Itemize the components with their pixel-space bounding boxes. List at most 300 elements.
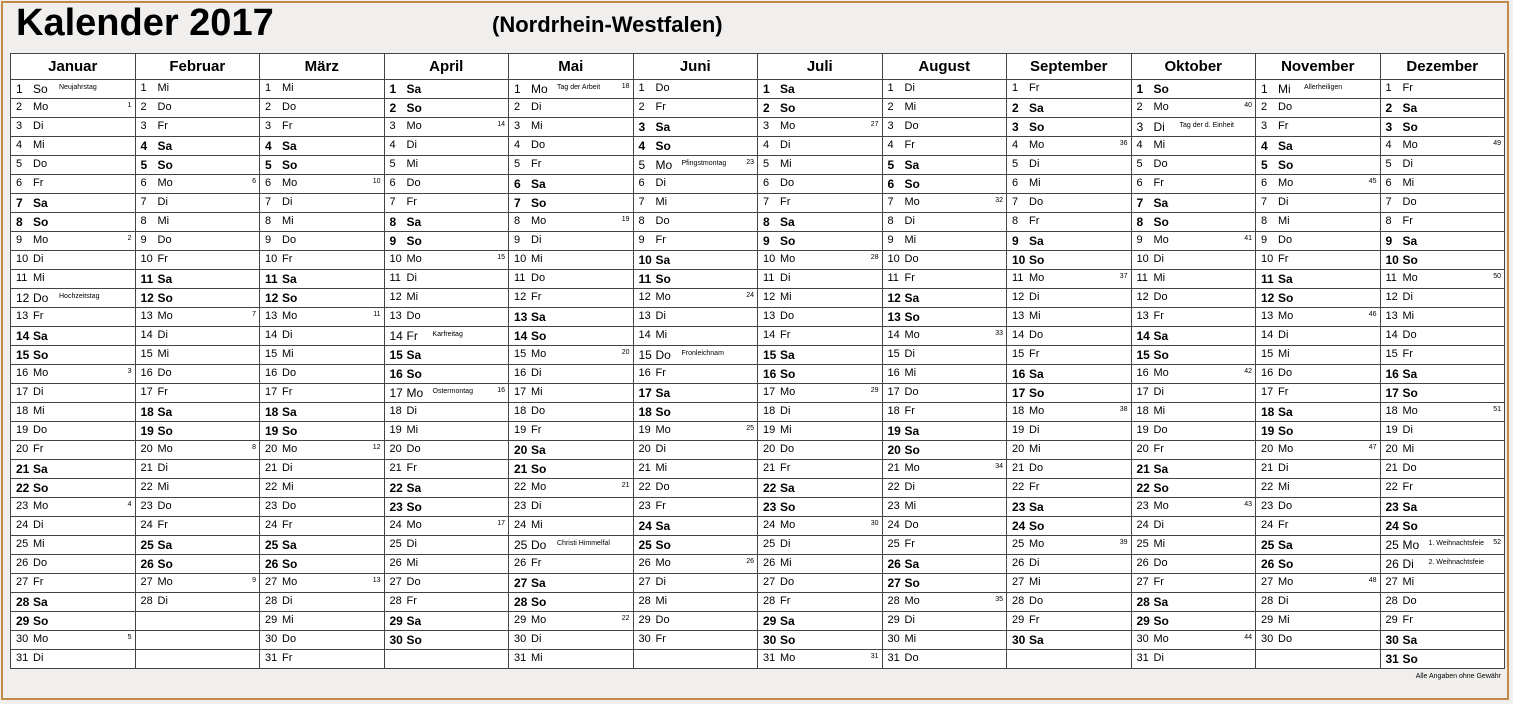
day-cell	[11, 194, 136, 213]
day-cell	[1380, 631, 1505, 650]
week-number: 14	[497, 121, 505, 128]
day-cell	[1256, 270, 1381, 289]
day-number: 20	[1385, 443, 1398, 455]
weekday-label: So	[33, 82, 48, 96]
day-cell	[11, 536, 136, 555]
day-cell	[509, 631, 634, 650]
weekday-label: Mi	[1029, 177, 1041, 189]
day-number: 15	[887, 348, 900, 360]
weekday-label: Mi	[1402, 310, 1415, 322]
day-number: 1	[389, 82, 397, 96]
day-cell	[509, 555, 634, 574]
day-number: 21	[1385, 462, 1398, 474]
day-cell	[633, 175, 758, 194]
day-number: 17	[1136, 386, 1149, 398]
day-number: 10	[1261, 253, 1274, 265]
day-cell	[11, 175, 136, 194]
day-row	[11, 289, 1505, 308]
day-number: 25	[389, 538, 402, 550]
day-cell	[1131, 118, 1256, 137]
day-cell	[882, 403, 1007, 422]
day-number: 23	[1012, 500, 1026, 514]
weekday-label: Mo	[406, 519, 422, 531]
weekday-label: Fr	[531, 158, 542, 170]
weekday-label: Do	[33, 557, 48, 569]
day-cell	[384, 308, 509, 327]
weekday-label: Di	[157, 595, 168, 607]
day-number: 26	[1385, 557, 1399, 571]
weekday-label: Sa	[1153, 196, 1169, 210]
day-cell	[11, 118, 136, 137]
weekday-label: Di	[157, 462, 168, 474]
day-number: 27	[265, 576, 278, 588]
day-cell	[1007, 194, 1132, 213]
day-number: 17	[1012, 386, 1026, 400]
day-number: 7	[16, 196, 23, 210]
weekday-label: Fr	[1153, 310, 1164, 322]
weekday-label: Mi	[780, 424, 792, 436]
day-number: 13	[1261, 310, 1274, 322]
day-cell	[1380, 137, 1505, 156]
week-number: 36	[1119, 140, 1128, 147]
weekday-label: So	[1029, 519, 1045, 533]
day-cell	[1131, 365, 1256, 384]
day-cell	[384, 631, 509, 650]
day-cell	[633, 308, 758, 327]
day-number: 2	[887, 101, 894, 113]
day-number: 8	[1136, 215, 1144, 229]
day-cell	[260, 365, 385, 384]
day-cell	[384, 479, 509, 498]
day-cell	[135, 251, 260, 270]
weekday-label: Di	[1029, 557, 1040, 569]
day-number: 13	[763, 310, 776, 322]
week-number: 23	[746, 159, 754, 166]
weekday-label: So	[282, 424, 298, 438]
day-cell	[1007, 403, 1132, 422]
weekday-label: So	[282, 291, 298, 305]
day-cell	[509, 650, 634, 669]
day-cell	[633, 631, 758, 650]
day-number: 19	[1385, 424, 1398, 436]
day-number: 22	[1261, 481, 1274, 493]
weekday-label: Fr	[157, 120, 168, 132]
day-number: 12	[265, 291, 279, 305]
day-cell	[260, 650, 385, 669]
weekday-label: Mo	[33, 500, 49, 512]
weekday-label: Do	[157, 367, 172, 379]
day-cell	[633, 270, 758, 289]
day-cell	[882, 498, 1007, 517]
day-cell	[1256, 213, 1381, 232]
week-number: 19	[621, 216, 630, 223]
day-cell	[758, 498, 883, 517]
day-cell	[1256, 137, 1381, 156]
day-cell	[758, 99, 883, 118]
holiday-name: Pfingstmontag	[681, 160, 727, 167]
day-cell	[1380, 118, 1505, 137]
day-cell	[882, 536, 1007, 555]
day-cell	[11, 555, 136, 574]
year-calendar-table	[10, 53, 1505, 669]
day-cell	[633, 441, 758, 460]
day-number: 19	[638, 424, 651, 436]
day-number: 20	[763, 443, 776, 455]
weekday-label: Di	[1402, 424, 1413, 436]
day-cell	[633, 498, 758, 517]
weekday-label: Sa	[157, 139, 173, 153]
day-number: 3	[1136, 120, 1144, 134]
day-cell	[509, 99, 634, 118]
weekday-label: Mi	[157, 348, 170, 360]
weekday-label: Do	[282, 367, 297, 379]
day-cell	[1007, 99, 1132, 118]
day-cell	[1380, 156, 1505, 175]
day-cell	[1007, 156, 1132, 175]
day-cell	[1007, 498, 1132, 517]
day-cell	[1256, 232, 1381, 251]
day-cell	[1007, 593, 1132, 612]
weekday-label: Di	[1029, 424, 1040, 436]
day-number: 4	[265, 139, 272, 153]
weekday-label: So	[406, 367, 422, 381]
weekday-label: Mo	[282, 177, 298, 189]
day-number: 23	[763, 500, 777, 514]
day-cell	[509, 365, 634, 384]
day-cell	[1007, 251, 1132, 270]
day-cell	[384, 118, 509, 137]
day-cell	[260, 137, 385, 156]
weekday-label: So	[157, 424, 173, 438]
weekday-label: Mi	[904, 101, 917, 113]
weekday-label: So	[531, 329, 547, 343]
day-cell	[384, 574, 509, 593]
day-cell	[135, 384, 260, 403]
day-cell	[758, 270, 883, 289]
weekday-label: Sa	[904, 557, 920, 571]
day-number: 27	[1136, 576, 1149, 588]
weekday-label: Mi	[531, 519, 543, 531]
day-cell	[1256, 555, 1381, 574]
weekday-label: Di	[1278, 595, 1289, 607]
day-cell	[1007, 612, 1132, 631]
weekday-label: Sa	[531, 576, 546, 590]
weekday-label: Sa	[406, 82, 422, 96]
day-number: 14	[389, 329, 403, 343]
day-cell	[11, 327, 136, 346]
weekday-label: So	[282, 557, 298, 571]
day-number: 5	[1261, 158, 1268, 172]
weekday-label: So	[655, 538, 671, 552]
day-number: 2	[638, 101, 645, 113]
weekday-label: Sa	[1153, 462, 1169, 476]
day-number: 11	[638, 272, 652, 286]
weekday-label: Fr	[1029, 82, 1040, 94]
day-number: 30	[1385, 633, 1399, 647]
weekday-label: Mi	[1029, 576, 1041, 588]
day-cell	[1007, 555, 1132, 574]
day-number: 12	[1012, 291, 1025, 303]
holiday-name: 1. Weihnachtsfeie	[1428, 540, 1485, 547]
day-number: 17	[514, 386, 527, 398]
day-number: 25	[1261, 538, 1275, 552]
day-cell	[1131, 536, 1256, 555]
weekday-label: So	[157, 291, 173, 305]
weekday-label: Mi	[904, 633, 917, 645]
day-number: 26	[1136, 557, 1149, 569]
weekday-label: Do	[904, 120, 919, 132]
weekday-label: Sa	[406, 481, 422, 495]
week-number: 49	[1493, 140, 1501, 147]
weekday-label: Mo	[1029, 139, 1045, 151]
day-number: 20	[514, 443, 528, 457]
day-number: 9	[16, 234, 23, 246]
weekday-label: Do	[1153, 557, 1168, 569]
weekday-label: So	[904, 310, 920, 324]
day-cell	[633, 365, 758, 384]
weekday-label: Fr	[157, 386, 168, 398]
day-number: 7	[1012, 196, 1019, 208]
weekday-label: Mo	[780, 519, 796, 531]
holiday-name: Ostermontag	[432, 388, 473, 395]
day-number: 14	[887, 329, 900, 341]
day-cell	[135, 555, 260, 574]
day-cell	[1256, 460, 1381, 479]
day-cell	[1007, 479, 1132, 498]
day-number: 27	[887, 576, 901, 590]
day-number: 20	[1261, 443, 1274, 455]
week-number: 20	[621, 349, 630, 356]
week-number: 34	[995, 463, 1003, 470]
weekday-label: So	[904, 576, 920, 590]
day-number: 12	[16, 291, 30, 305]
day-number: 28	[514, 595, 528, 609]
day-cell	[260, 270, 385, 289]
day-cell	[1380, 479, 1505, 498]
day-cell	[1131, 289, 1256, 308]
day-cell	[758, 612, 883, 631]
day-number: 9	[1261, 234, 1268, 246]
day-cell	[260, 346, 385, 365]
day-number: 4	[887, 139, 894, 151]
weekday-label: Mi	[406, 424, 419, 436]
weekday-label: Mi	[655, 196, 668, 208]
day-cell	[633, 346, 758, 365]
day-cell	[1007, 270, 1132, 289]
weekday-label: Mi	[1278, 82, 1291, 96]
day-cell	[1131, 403, 1256, 422]
weekday-label: Mi	[780, 557, 792, 569]
day-number: 1	[887, 82, 894, 94]
day-cell	[1256, 593, 1381, 612]
day-number: 19	[140, 424, 154, 438]
week-number: 42	[1244, 368, 1252, 375]
day-number: 27	[763, 576, 776, 588]
day-row	[11, 251, 1505, 270]
day-cell	[11, 574, 136, 593]
day-cell	[1131, 479, 1256, 498]
day-cell	[509, 498, 634, 517]
weekday-label: Di	[780, 538, 791, 550]
day-cell	[135, 536, 260, 555]
weekday-label: Sa	[282, 405, 297, 419]
weekday-label: Fr	[1029, 614, 1040, 626]
weekday-label: Mo	[33, 633, 49, 645]
weekday-label: Mi	[1402, 177, 1415, 189]
weekday-label: So	[33, 348, 49, 362]
weekday-label: Mo	[780, 120, 796, 132]
day-cell	[509, 593, 634, 612]
day-number: 6	[763, 177, 770, 189]
weekday-label: Mi	[157, 82, 170, 94]
week-number: 6	[252, 178, 256, 185]
weekday-label: Mi	[157, 215, 170, 227]
week-number: 4	[127, 501, 132, 508]
week-number: 27	[870, 121, 879, 128]
day-cell	[11, 346, 136, 365]
weekday-label: Do	[1278, 367, 1293, 379]
weekday-label: Sa	[531, 177, 546, 191]
day-row	[11, 384, 1505, 403]
day-number: 31	[265, 652, 278, 664]
weekday-label: Fr	[531, 291, 542, 303]
day-cell	[1256, 118, 1381, 137]
weekday-label: Do	[1278, 500, 1293, 512]
weekday-label: Fr	[904, 405, 915, 417]
day-number: 4	[1261, 139, 1268, 153]
day-number: 29	[638, 614, 651, 626]
day-cell	[260, 118, 385, 137]
weekday-label: Do	[1402, 329, 1417, 341]
weekday-label: Di	[1402, 291, 1413, 303]
day-row	[11, 612, 1505, 631]
weekday-label: So	[904, 443, 920, 457]
day-number: 17	[763, 386, 776, 398]
disclaimer: Alle Angaben ohne Gewähr	[1415, 673, 1501, 680]
page-title: Kalender 2017	[16, 2, 274, 44]
day-number: 5	[887, 158, 895, 172]
day-cell	[135, 460, 260, 479]
day-number: 24	[1385, 519, 1399, 533]
day-number: 4	[763, 139, 770, 151]
weekday-label: Sa	[157, 538, 173, 552]
day-number: 20	[389, 443, 402, 455]
day-number: 23	[887, 500, 900, 512]
day-number: 2	[1261, 101, 1268, 113]
day-cell	[384, 137, 509, 156]
week-number: 25	[746, 425, 754, 432]
day-number: 24	[638, 519, 652, 533]
day-cell	[135, 517, 260, 536]
day-number: 15	[1261, 348, 1274, 360]
day-cell	[11, 365, 136, 384]
day-number: 1	[16, 82, 23, 96]
weekday-label: Sa	[1278, 139, 1293, 153]
day-cell	[758, 460, 883, 479]
day-number: 1	[638, 82, 645, 94]
weekday-label: Sa	[1402, 500, 1418, 514]
day-number: 25	[1385, 538, 1399, 552]
weekday-label: Do	[1153, 424, 1168, 436]
weekday-label: So	[780, 633, 796, 647]
weekday-label: So	[655, 272, 671, 286]
day-number: 29	[265, 614, 278, 626]
day-number: 21	[265, 462, 278, 474]
day-number: 17	[887, 386, 900, 398]
weekday-label: Sa	[655, 253, 671, 267]
day-cell	[633, 384, 758, 403]
weekday-label: Di	[655, 443, 666, 455]
weekday-label: Di	[1278, 196, 1289, 208]
day-number: 24	[140, 519, 153, 531]
day-cell	[135, 80, 260, 99]
day-number: 15	[514, 348, 527, 360]
day-number: 25	[514, 538, 528, 552]
weekday-label: Mi	[1153, 405, 1166, 417]
day-number: 5	[140, 158, 148, 172]
day-cell	[882, 631, 1007, 650]
day-number: 25	[16, 538, 29, 550]
day-number: 18	[1136, 405, 1149, 417]
day-number: 21	[1261, 462, 1274, 474]
day-cell	[1256, 612, 1381, 631]
day-number: 15	[638, 348, 652, 362]
weekday-label: So	[904, 177, 920, 191]
day-cell	[260, 289, 385, 308]
holiday-name: Hochzeitstag	[59, 293, 100, 300]
day-number: 18	[1261, 405, 1275, 419]
day-cell	[1256, 631, 1381, 650]
day-number: 5	[265, 158, 272, 172]
day-number: 1	[265, 82, 272, 94]
weekday-label: Do	[1153, 291, 1168, 303]
day-cell	[11, 80, 136, 99]
day-cell	[509, 289, 634, 308]
weekday-label: Di	[531, 367, 542, 379]
day-cell	[509, 422, 634, 441]
day-number: 7	[265, 196, 272, 208]
day-cell	[882, 289, 1007, 308]
weekday-label: Mi	[1153, 538, 1166, 550]
weekday-label: Sa	[1029, 633, 1044, 647]
day-cell	[758, 327, 883, 346]
day-cell	[1131, 327, 1256, 346]
weekday-label: Mi	[157, 481, 170, 493]
day-number: 9	[140, 234, 147, 246]
day-number: 17	[140, 386, 153, 398]
day-cell	[633, 327, 758, 346]
week-number: 12	[372, 444, 381, 451]
weekday-label: Do	[157, 500, 172, 512]
day-cell	[1007, 327, 1132, 346]
day-cell	[1007, 536, 1132, 555]
day-cell	[1256, 327, 1381, 346]
day-number: 14	[265, 329, 278, 341]
weekday-label: Fr	[282, 120, 293, 132]
day-number: 9	[638, 234, 645, 246]
weekday-label: Fr	[780, 462, 791, 474]
day-number: 3	[389, 120, 396, 132]
day-number: 1	[1385, 82, 1392, 94]
day-cell	[135, 346, 260, 365]
day-number: 28	[638, 595, 651, 607]
day-number: 25	[140, 538, 154, 552]
day-number: 19	[514, 424, 527, 436]
month-header-6: Juni	[633, 54, 758, 80]
weekday-label: Di	[33, 386, 44, 398]
day-cell	[260, 612, 385, 631]
day-number: 9	[887, 234, 894, 246]
